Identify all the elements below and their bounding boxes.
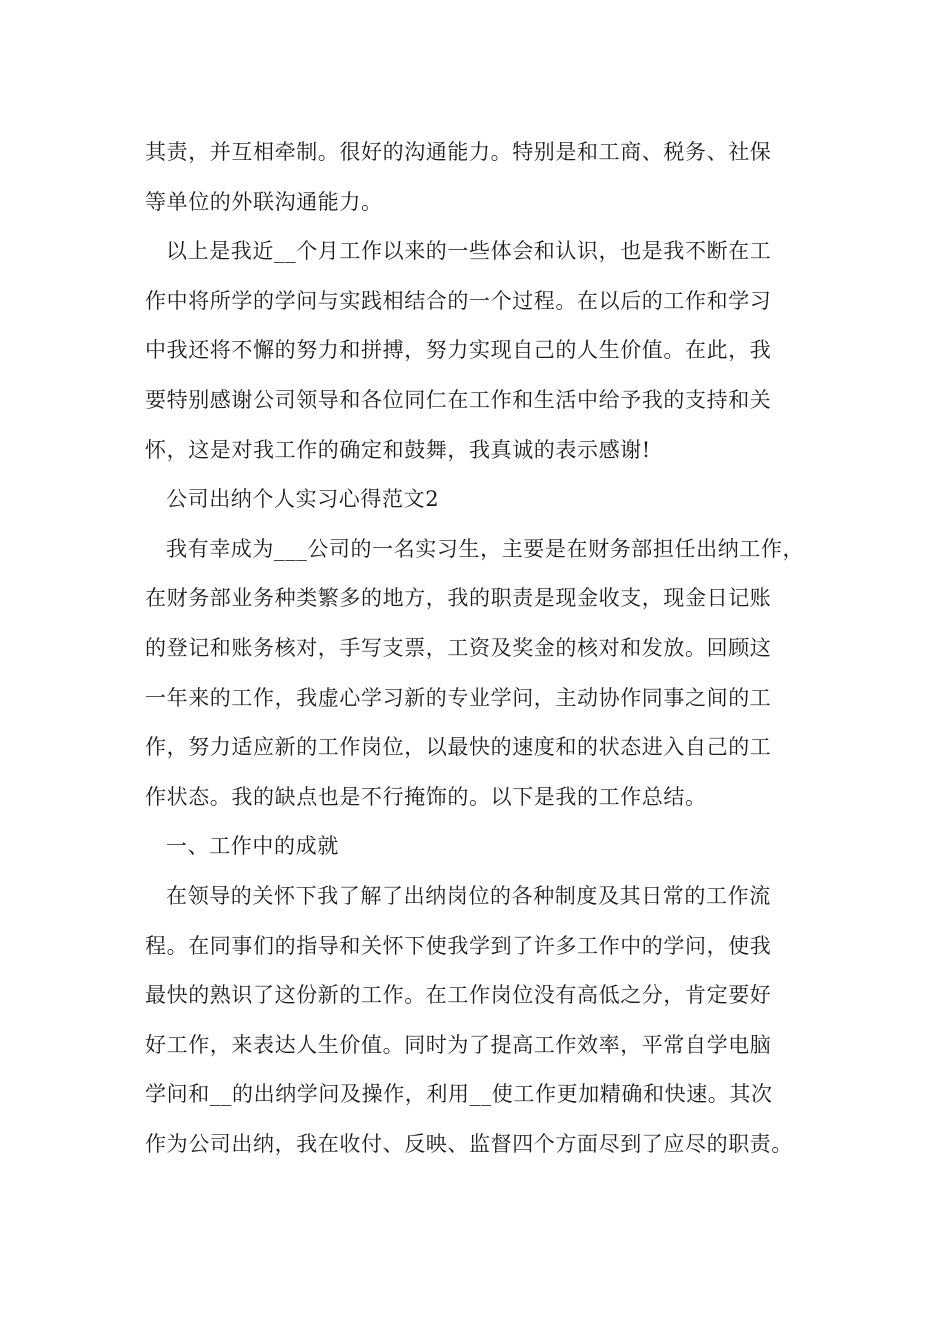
text-line: 等单位的外联沟通能力。 [145,189,383,214]
text-line: 在财务部业务种类繁多的地方，我的职责是现金收支，现金日记账 [145,586,772,611]
text-line: 中我还将不懈的努力和拼搏，努力实现自己的人生价值。在此，我 [145,338,772,363]
text-line: 要特别感谢公司领导和各位同仁在工作和生活中给予我的支持和关 [145,387,772,412]
text-line: 其责，并互相牵制。很好的沟通能力。特别是和工商、税务、社保 [145,140,772,164]
text-line: 最快的熟识了这份新的工作。在工作岗位没有高低之分，肯定要好 [145,983,772,1008]
text-line: 学问和__的出纳学问及操作，利用__使工作更加精确和快速。其次 [145,1082,773,1107]
text-line: 在领导的关怀下我了解了出纳岗位的各种制度及其日常的工作流 [166,883,771,908]
text-line: 作中将所学的学问与实践相结合的一个过程。在以后的工作和学习 [145,288,772,313]
document-body [145,128,830,1169]
section-heading: 一、工作中的成就 [166,834,339,859]
text-line: 一年来的工作，我虚心学习新的专业学问，主动协作同事之间的工 [145,685,772,710]
text-line: 作为公司出纳，我在收付、反映、监督四个方面尽到了应尽的职责。 [145,1131,793,1156]
section-heading: 公司出纳个人实习心得范文2 [166,487,440,512]
text-line: 好工作，来表达人生价值。同时为了提高工作效率，平常自学电脑 [145,1032,772,1057]
text-line: 怀，这是对我工作的确定和鼓舞，我真诚的表示感谢! [145,437,651,462]
text-line: 程。在同事们的指导和关怀下使我学到了许多工作中的学问，使我 [145,933,772,958]
text-line: 我有幸成为___公司的一名实习生，主要是在财务部担任出纳工作， [166,536,805,561]
text-line: 作，努力适应新的工作岗位，以最快的速度和的状态进入自己的工 [145,735,772,760]
text-line: 以上是我近__个月工作以来的一些体会和认识，也是我不断在工 [166,239,772,264]
text-line: 作状态。我的缺点也是不行掩饰的。以下是我的工作总结。 [145,784,707,809]
text-line: 的登记和账务核对，手写支票，工资及奖金的核对和发放。回顾这 [145,635,772,660]
